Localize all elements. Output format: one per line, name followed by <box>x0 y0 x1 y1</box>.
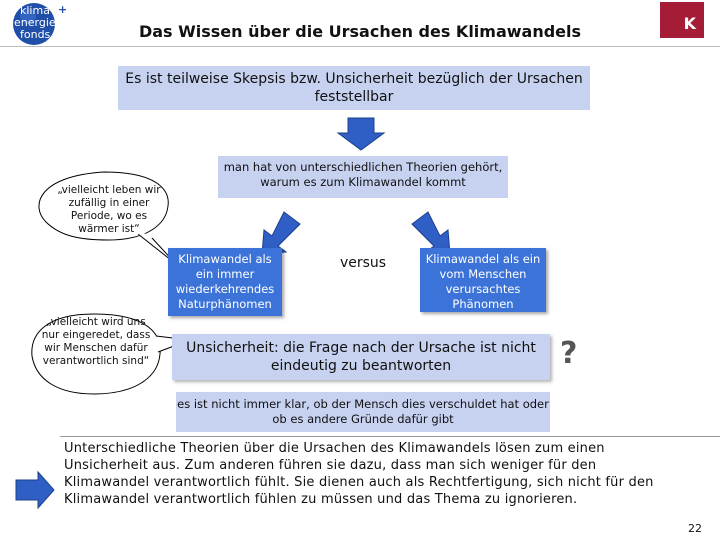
logo-line-1: klima <box>20 4 50 17</box>
uncertainty-box: Unsicherheit: die Frage nach der Ursache ist nicht eindeutig zu beantworten <box>172 334 550 380</box>
down-arrow-icon <box>338 118 384 150</box>
question-mark-icon: ? <box>560 336 578 371</box>
option-nature-box: Klimawandel als ein immer wiederkehrendes Naturphänomen <box>168 248 282 316</box>
bullet-arrow-icon <box>16 472 54 508</box>
logo-line-2: energie <box>14 16 56 29</box>
option-human-box: Klimawandel als ein vom Menschen verursachtes Phänomen <box>420 248 546 312</box>
conclusion-divider <box>60 436 720 437</box>
not-clear-box: es ist nicht immer klar, ob der Mensch dies verschuldet hat oder ob es andere Gründe dafür gibt <box>176 392 550 432</box>
bubble-1-text: „vielleicht leben wir zufällig in einer Periode, wo es wärmer ist“ <box>57 184 161 235</box>
page-number: 22 <box>688 522 702 535</box>
page-title: Das Wissen über die Ursachen des Klimawandels <box>138 22 582 41</box>
conclusion-text: Unterschiedliche Theorien über die Ursachen des Klimawandels lösen zum einen Unsicherheit aus. Zum anderen führen sie dazu, dass man sich weniger für den Klimawandel verantwortlich fühlt. Sie dienen auch als Rechtfertigung, sich nicht für den Klimawandel verantwortlich fühlen zu müssen und das Thema zu ignorieren. <box>64 441 654 507</box>
theories-box: man hat von unterschiedlichen Theorien gehört, warum es zum Klimawandel kommt <box>218 156 508 198</box>
versus-label: versus <box>339 255 387 271</box>
bubble-2-text: „vielleicht wird uns nur eingeredet, dass wir Menschen dafür verantwortlich sind“ <box>41 316 151 367</box>
logo-line-3: fonds <box>20 28 51 41</box>
main-statement-box: Es ist teilweise Skepsis bzw. Unsicherheit bezüglich der Ursachen feststellbar <box>118 66 590 110</box>
brand-badge: K <box>660 2 704 38</box>
logo-plus: + <box>58 3 68 16</box>
